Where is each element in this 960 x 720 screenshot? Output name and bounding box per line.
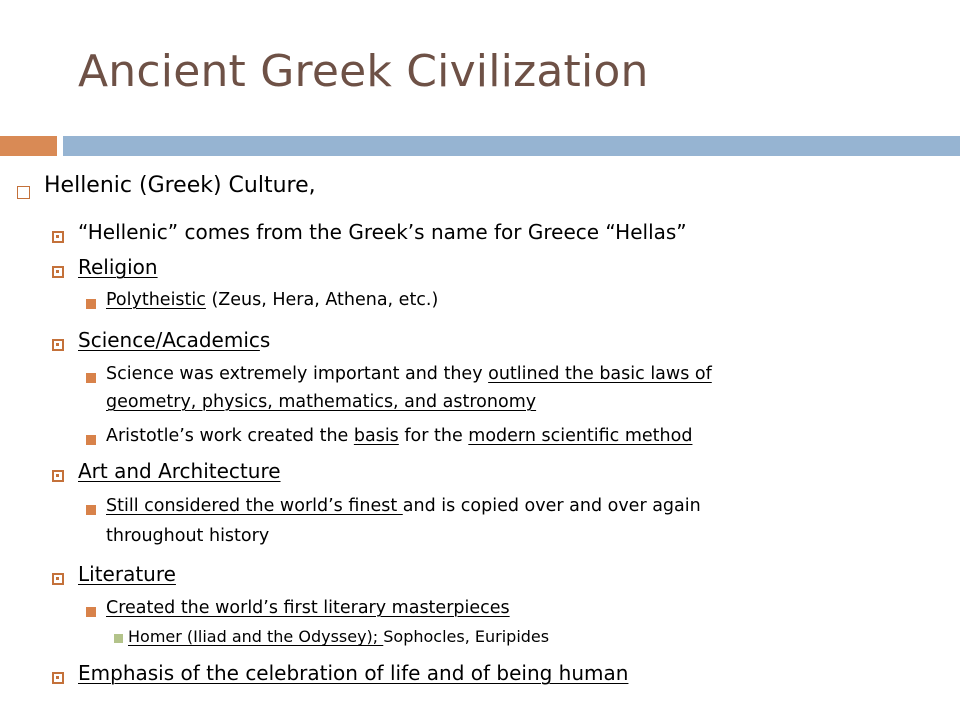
bullet-line-level-3 [106, 496, 701, 516]
text-segment: “Hellenic” comes from the Greek’s name for Greece “Hellas” [78, 220, 687, 244]
bullet-line-level-3 [106, 426, 692, 446]
underlined-text: Religion [78, 255, 158, 279]
underlined-text: Created the world’s first literary masterpieces [106, 598, 510, 618]
underlined-text: Literature [78, 562, 176, 586]
bullet-line-level-3 [106, 364, 712, 384]
bullet-line-level-1 [44, 173, 316, 198]
filled-square-bullet-icon [86, 373, 96, 383]
filled-square-bullet-icon [86, 435, 96, 445]
text-segment: s [259, 328, 271, 352]
boxed-square-bullet-icon [52, 573, 64, 585]
accent-bar-blue [63, 136, 960, 156]
underlined-text: Art and Architecture [78, 459, 281, 483]
bullet-line-level-2 [78, 328, 270, 352]
bullet-line-level-2 [78, 220, 687, 244]
underlined-text: Polytheistic [106, 290, 206, 310]
filled-square-bullet-icon [86, 607, 96, 617]
bullet-line-level-4 [128, 627, 549, 646]
underlined-text: Homer (Iliad and the Odyssey); [128, 627, 384, 646]
green-square-bullet-icon [114, 634, 123, 643]
text-segment: and is copied over and over again [402, 496, 701, 516]
text-segment: throughout history [106, 526, 270, 546]
text-segment: Hellenic (Greek) Culture, [44, 173, 316, 198]
accent-bar-orange [0, 136, 57, 156]
bullet-line-level-2 [78, 459, 281, 483]
bullet-line-level-3 [106, 290, 438, 310]
underlined-text: modern scientific method [468, 426, 693, 446]
filled-square-bullet-icon [86, 505, 96, 515]
hollow-square-bullet-icon [17, 186, 30, 199]
text-segment: Sophocles, Euripides [383, 627, 550, 646]
text-segment: Aristotle’s work created the [106, 426, 354, 446]
bullet-line-level-2 [78, 255, 158, 279]
bullet-line-level-3 [106, 598, 510, 618]
underlined-text: outlined the basic laws of [488, 364, 712, 384]
boxed-square-bullet-icon [52, 470, 64, 482]
boxed-square-bullet-icon [52, 339, 64, 351]
underlined-text: geometry, physics, mathematics, and astronomy [106, 392, 537, 412]
filled-square-bullet-icon [86, 299, 96, 309]
boxed-square-bullet-icon [52, 672, 64, 684]
bullet-line-level-2 [78, 661, 628, 685]
text-segment: for the [398, 426, 469, 446]
bullet-line-level-2 [78, 562, 176, 586]
underlined-text: Emphasis of the celebration of life and of being human [78, 661, 629, 685]
underlined-text: Science/Academic [78, 328, 260, 352]
bullet-line-level-3 [106, 392, 536, 412]
bullet-line-level-3 [106, 526, 269, 546]
slide-title: Ancient Greek Civilization [78, 46, 649, 97]
boxed-square-bullet-icon [52, 266, 64, 278]
text-segment: Science was extremely important and they [106, 364, 489, 384]
underlined-text: basis [353, 426, 399, 446]
boxed-square-bullet-icon [52, 231, 64, 243]
underlined-text: Still considered the world’s finest [106, 496, 403, 516]
text-segment: (Zeus, Hera, Athena, etc.) [205, 290, 439, 310]
